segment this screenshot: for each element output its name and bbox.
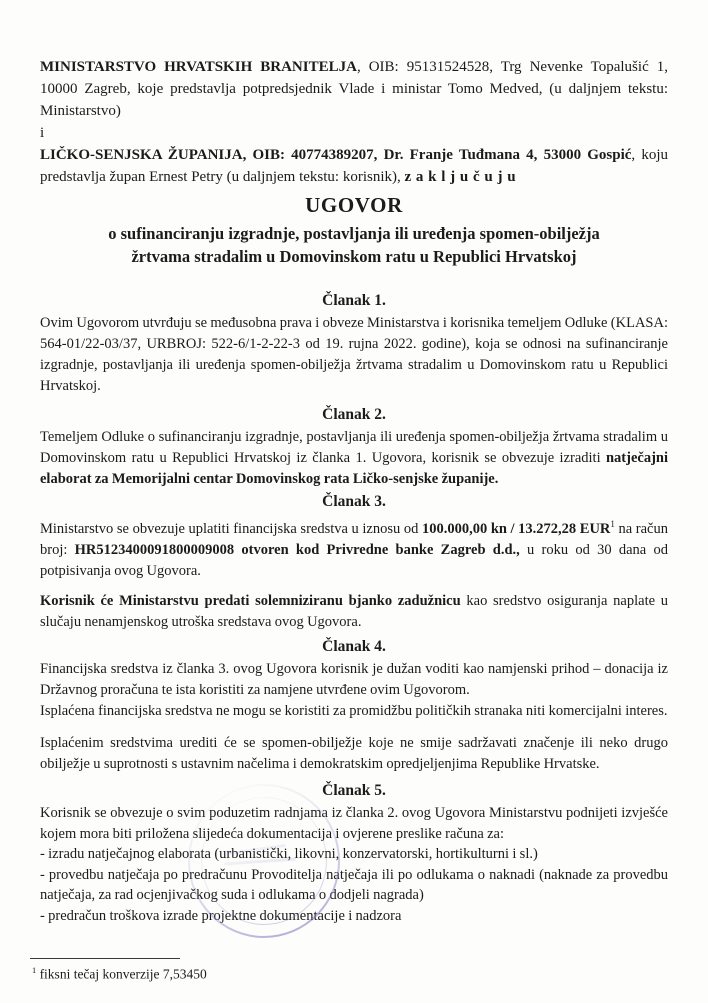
party1-paragraph <box>40 56 668 122</box>
article-5 <box>40 781 668 926</box>
article-3-paragraph-1 <box>40 514 668 582</box>
article-1 <box>40 291 668 397</box>
article-3-amount: 100.000,00 kn / 13.272,28 EUR <box>421 520 611 537</box>
article-5-document-list <box>40 844 668 926</box>
article-2 <box>40 405 668 490</box>
article-3-heading: Članak 3. <box>322 493 386 510</box>
article-3-text-1: Ministarstvo se obvezuje uplatiti financijska sredstva u iznosu od <box>40 520 422 537</box>
article-3-paragraph-2 <box>40 591 668 633</box>
list-item: - provedbu natječaja po predračunu Provoditelja natječaja ili po odlukama o naknadi (naknade za provedbu natječaja, za rad ocjenjivačkog suda i odlukama o dodjeli nagrada) <box>40 866 668 903</box>
article-3-promissory-note-bold: Korisnik će Ministarstvu predati solemniziranu bjanko zadužnicu <box>40 592 461 609</box>
article-4 <box>40 637 668 775</box>
article-3 <box>40 492 668 633</box>
list-item: - izradu natječajnog elaborata (urbanistički, likovni, konzervatorski, hortikulturni i sl.) <box>40 846 538 862</box>
footnote-text: fiksni tečaj konverzije 7,53450 <box>36 966 207 982</box>
document-subtitle-line2: žrtvama stradalim u Domovinskom ratu u Republici Hrvatskoj <box>131 247 577 266</box>
footnote-reference-mark: 1 <box>610 519 615 529</box>
article-3-text-3: u roku od 30 dana od potpisivanja ovog Ugovora. <box>40 541 668 579</box>
article-2-body <box>40 427 668 490</box>
footnote-number: 1 <box>32 966 37 975</box>
article-1-heading: Članak 1. <box>322 292 386 309</box>
article-3-text-2: na račun broj: <box>40 520 668 558</box>
document-title: UGOVOR <box>305 193 403 217</box>
parties-conjunction: i <box>40 125 45 141</box>
article-3-bank-account: HR5123400091800009008 otvoren kod Privredne banke Zagreb d.d., <box>74 541 520 558</box>
footnote-separator-rule <box>30 958 180 959</box>
article-4-paragraph-2: Isplaćena financijska sredstva ne mogu se koristiti za promidžbu političkih stranaka niti komercijalni interes. <box>40 703 668 719</box>
title-block <box>40 192 668 268</box>
article-1-body: Ovim Ugovorom utvrđuju se međusobna prava i obveze Ministarstva i korisnika temeljem Odluke (KLASA: 564-01/22-03/37, URBROJ: 522-6/1-2-22-3 od 19. rujna 2022. godine), koja se odnosi na sufinanciranje izgradnje, postavljanja ili uređenja spomen-obilježja žrtvama stradalim u Domovinskom ratu u Republici Hrvatskoj. <box>40 315 668 394</box>
article-3-promissory-note-text: kao sredstvo osiguranja naplate u slučaju nenamjenskog utroška sredstava ovog Ugovora. <box>40 592 669 630</box>
contracting-parties <box>40 56 668 188</box>
article-2-bold-obligation: natječajni elaborat za Memorijalni centar Domovinskog rata Ličko-senjske županije. <box>40 450 668 487</box>
article-2-heading: Članak 2. <box>322 406 386 423</box>
article-4-heading: Članak 4. <box>322 638 386 655</box>
party2-details: , koju predstavlja župan Ernest Petry (u daljnjem tekstu: korisnik), <box>40 147 669 185</box>
party1-name: MINISTARSTVO HRVATSKIH BRANITELJA <box>40 59 357 75</box>
list-item: - predračun troškova izrade projektne dokumentacije i nadzora <box>40 907 402 924</box>
footnote <box>32 962 207 984</box>
document-subtitle-line1: o sufinanciranju izgradnje, postavljanja ili uređenja spomen-obilježja <box>108 224 600 243</box>
article-4-paragraph-1: Financijska sredstva iz članka 3. ovog Ugovora korisnik je dužan voditi kao namjenski prihod – donacija iz Državnog proračuna te ista koristiti za namjene utvrđene ovim Ugovorom. <box>40 661 668 698</box>
article-5-intro: Korisnik se obvezuje o svim poduzetim radnjama iz članka 2. ovog Ugovora Ministarstvu podnijeti izvješće kojem mora biti priložena slijedeća dokumentacija i ovjerene preslike računa za: <box>40 805 668 842</box>
conclusion-word: z a k l j u č u j u <box>404 169 517 185</box>
party1-details: , OIB: 95131524528, Trg Nevenke Topalušić 1, 10000 Zagreb, koje predstavlja potpredsjednik Vlade i ministar Tomo Medved, (u daljnjem tekstu: Ministarstvo) <box>40 59 668 119</box>
article-2-text: Temeljem Odluke o sufinanciranju izgradnje, postavljanja ili uređenja spomen-obilježja žrtvama stradalim u Domovinskom ratu u Republici Hrvatskoj iz članka 1. Ugovora, korisnik se obvezuje izraditi <box>40 429 668 466</box>
party2-name: LIČKO-SENJSKA ŽUPANIJA, OIB: 40774389207, Dr. Franje Tuđmana 4, 53000 Gospić <box>40 147 632 163</box>
article-4-paragraph-3: Isplaćenim sredstvima urediti će se spomen-obilježje koje ne smije sadržavati značenje ili neko drugo obilježje u suprotnosti s ustavnim načelima i demokratskim opredjeljenjima Republike Hrvatske. <box>40 735 668 772</box>
article-5-heading: Članak 5. <box>322 782 386 799</box>
party2-paragraph <box>40 144 668 188</box>
